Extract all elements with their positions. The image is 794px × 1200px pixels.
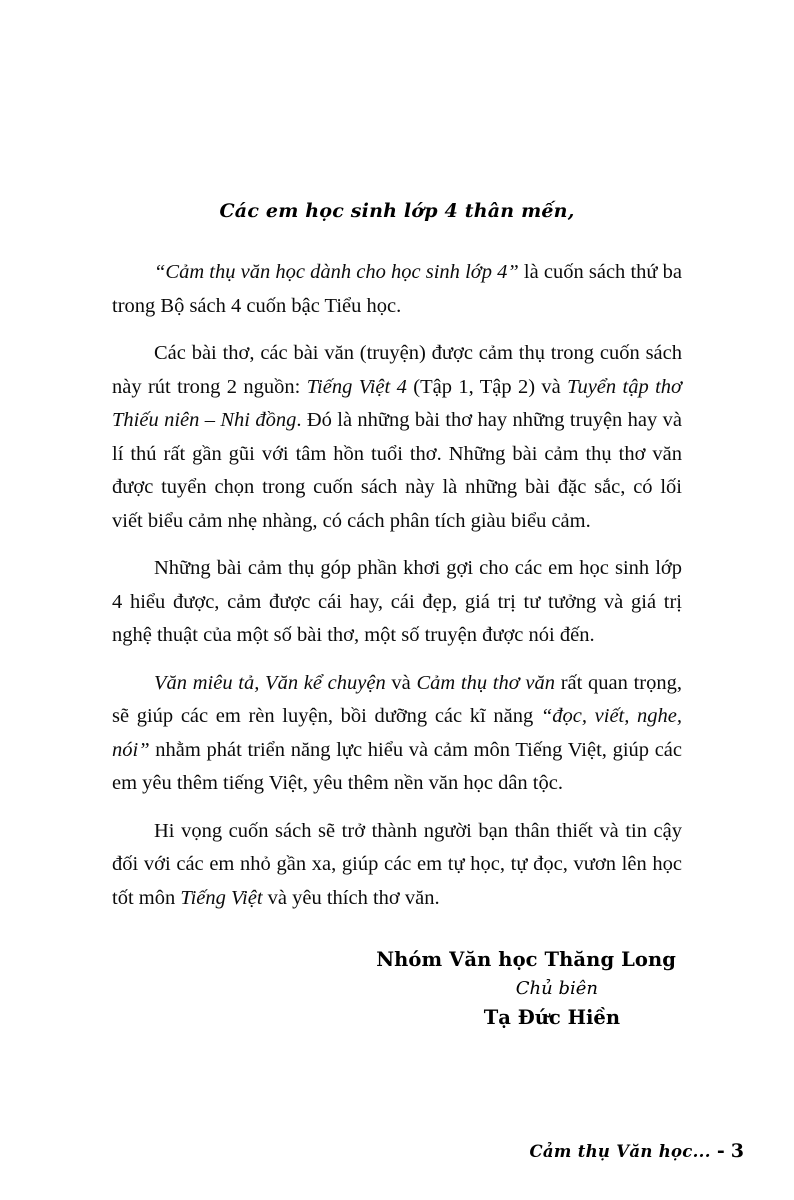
body-text	[112, 256, 682, 915]
paragraph	[112, 667, 682, 801]
page-number: 3	[730, 1140, 744, 1162]
signature-group: Nhóm Văn học Thăng Long	[376, 948, 676, 971]
text-run-italic: Cảm thụ thơ văn	[416, 671, 555, 694]
signature-role: Chủ biên	[515, 978, 598, 999]
text-run-italic: “Cảm thụ văn học dành cho học sinh lớp 4”	[154, 261, 519, 283]
text-run: và	[385, 671, 417, 694]
signature-block	[112, 945, 682, 1033]
salutation: Các em học sinh lớp 4 thân mến,	[219, 200, 575, 222]
text-run: (Tập 1, Tập 2) và	[406, 375, 568, 398]
text-run-italic: “đọc, viết, nghe, nói”	[112, 705, 682, 761]
text-run: . Đó là những bài thơ hay những truyện hay và lí thú rất gần gũi với tâm hồn tuổi thơ. Những bài cảm thụ thơ văn được tuyển chọn trong cuốn sách này là những bài đặc sắc, có lối viết biểu cảm nhẹ nhàng, có cách phân tích giàu biểu cảm.	[112, 409, 682, 532]
page-footer	[529, 1140, 744, 1162]
text-run: rất quan trọng, sẽ giúp các em rèn luyện, bồi dưỡng các kĩ năng	[112, 671, 682, 727]
text-run: Hi vọng cuốn sách sẽ trở thành người bạn thân thiết và tin cậy đối với các em nhỏ gần xa, giúp các em tự học, tự đọc, vươn lên học tốt môn	[112, 819, 682, 909]
text-run-italic: Văn miêu tả, Văn kể chuyện	[154, 671, 386, 694]
page-content	[112, 200, 682, 1033]
paragraph	[112, 815, 682, 916]
text-run: là cuốn sách thứ ba trong Bộ sách 4 cuốn bậc Tiểu học.	[112, 261, 682, 317]
text-run-italic: Tiếng Việt 4	[306, 375, 407, 398]
text-run: và yêu thích thơ văn.	[262, 886, 440, 909]
signature-author: Tạ Đức Hiền	[483, 1006, 620, 1029]
paragraph	[112, 256, 682, 323]
text-run: Những bài cảm thụ góp phần khơi gợi cho các em học sinh lớp 4 hiểu được, cảm được cái hay, cái đẹp, giá trị tư tưởng và giá trị nghệ thuật của một số bài thơ, một số truyện được nói đến.	[112, 557, 682, 646]
text-run: nhằm phát triển năng lực hiểu và cảm môn Tiếng Việt, giúp các em yêu thêm tiếng Việt, yêu thêm nền văn học dân tộc.	[112, 738, 682, 794]
text-run: Các bài thơ, các bài văn (truyện) được cảm thụ trong cuốn sách này rút trong 2 nguồn:	[112, 342, 682, 398]
paragraph	[112, 552, 682, 653]
text-run-italic: Tiếng Việt	[180, 886, 263, 909]
footer-running-title: Cảm thụ Văn học...	[529, 1142, 711, 1161]
text-run-italic: Tuyển tập thơ Thiếu niên – Nhi đồng	[112, 375, 682, 431]
paragraph	[112, 337, 682, 538]
footer-separator: -	[716, 1140, 725, 1162]
